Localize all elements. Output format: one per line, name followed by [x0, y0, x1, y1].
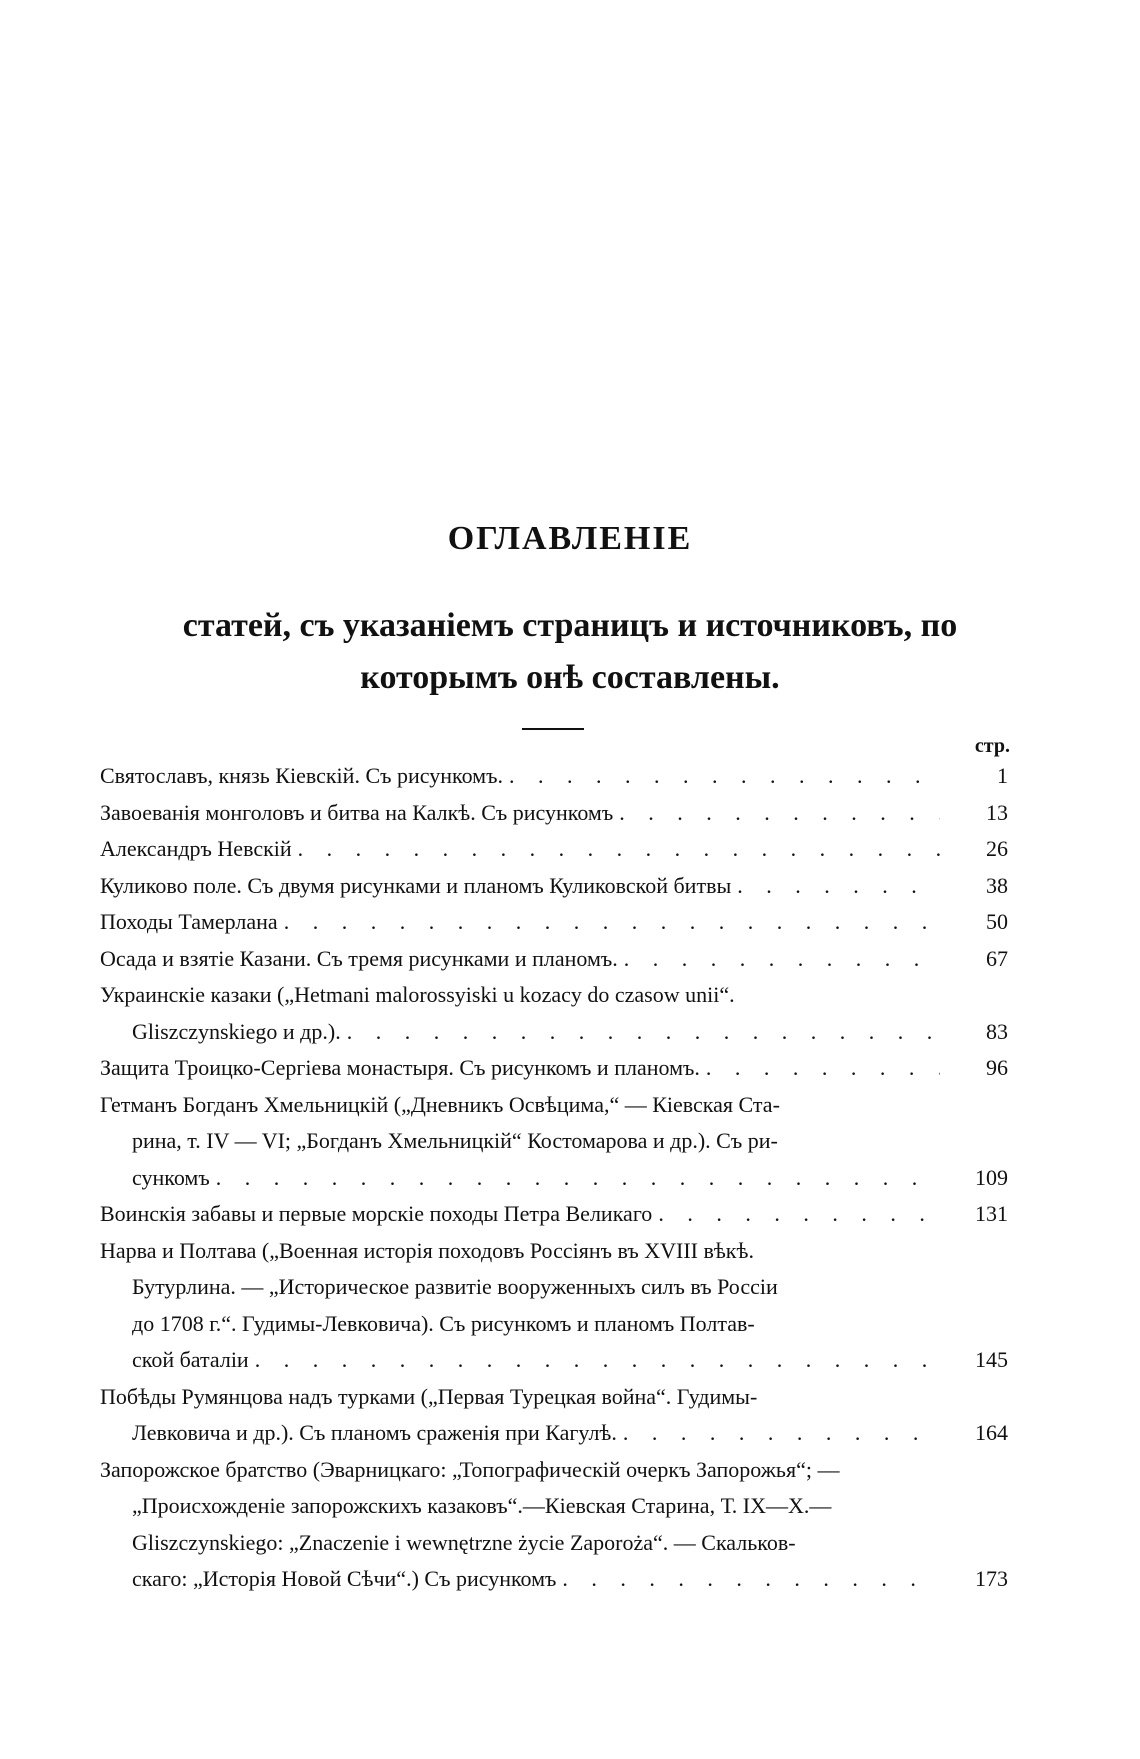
leader-dots — [255, 1342, 940, 1379]
leader-dots — [737, 868, 940, 905]
toc-entry-last-line — [100, 1415, 940, 1452]
toc-entry-text: Бутурлина. — „Историческое развитіе вооруженныхъ силъ въ Россіи — [132, 1274, 778, 1299]
toc-entry-line — [100, 1379, 940, 1416]
toc-entry-last-line — [100, 1561, 940, 1598]
leader-dots — [347, 1014, 940, 1051]
toc-page-number: 1 — [997, 763, 1008, 788]
toc-entry — [100, 795, 1008, 832]
toc-entry-line — [100, 1488, 940, 1525]
toc-entry-line — [100, 1269, 940, 1306]
toc-entry — [100, 1379, 1008, 1452]
toc-page-number: 50 — [986, 909, 1008, 934]
toc-entry-last-line — [100, 1160, 940, 1197]
title-divider — [522, 728, 584, 730]
toc-page-number: 26 — [986, 836, 1008, 861]
leader-dots — [509, 758, 940, 795]
toc-entry-last-line — [100, 1196, 940, 1233]
toc-page-number: 109 — [975, 1164, 1008, 1190]
toc-entry — [100, 758, 1008, 795]
leader-dots — [706, 1050, 940, 1087]
leader-dots — [658, 1196, 940, 1233]
toc-entry-text: Святославъ, князь Кіевскій. Съ рисункомъ. — [100, 763, 503, 788]
toc-entry-last-line — [100, 758, 940, 795]
toc-entry-text: Походы Тамерлана — [100, 909, 278, 934]
table-of-contents — [100, 758, 1008, 1598]
toc-entry-line — [100, 1087, 940, 1124]
toc-entry-text: Левковича и др.). Съ планомъ сраженія при Кагулѣ. — [132, 1420, 617, 1445]
toc-entry-text: „Происхожденіе запорожскихъ казаковъ“.—Кіевская Старина, Т. IX—X.— — [132, 1493, 832, 1518]
toc-page-number: 131 — [975, 1201, 1008, 1226]
page-title: ОГЛАВЛЕНІЕ — [447, 520, 693, 557]
toc-entry-text: Запорожское братство (Эварницкаго: „Топографическій очеркъ Запорожья“; — — [100, 1456, 840, 1482]
toc-page-number: 13 — [986, 799, 1008, 825]
toc-page-number: 164 — [975, 1420, 1008, 1445]
toc-page-number: 83 — [986, 1018, 1008, 1044]
leader-dots — [623, 1415, 940, 1452]
toc-page-number: 67 — [986, 945, 1008, 971]
toc-entry-text: Защита Троицко-Сергіева монастыря. Съ рисункомъ и планомъ. — [100, 1055, 700, 1080]
toc-entry-text: Нарва и Полтава („Военная исторія походовъ Россіянъ въ XVIII вѣкѣ. — [100, 1237, 754, 1263]
toc-entry-text: Осада и взятіе Казани. Съ тремя рисунками и планомъ. — [100, 945, 618, 971]
toc-entry-text: до 1708 г.“. Гудимы-Левковича). Съ рисункомъ и планомъ Полтав- — [132, 1310, 755, 1336]
toc-entry-last-line — [100, 831, 940, 868]
toc-entry-text: ской баталіи — [132, 1347, 249, 1372]
toc-entry — [100, 977, 1008, 1050]
toc-page-number: 173 — [975, 1566, 1008, 1591]
toc-page-number: 145 — [975, 1347, 1008, 1372]
toc-entry-text: Куликово поле. Съ двумя рисунками и планомъ Куликовской битвы — [100, 872, 732, 898]
toc-entry-text: Gliszczynskiego: „Znaczenie i wewnętrzne życie Zaporoża“. — Скальков- — [132, 1529, 796, 1555]
toc-entry — [100, 1452, 1008, 1598]
toc-entry-text: Gliszczynskiego и др.). — [132, 1018, 341, 1044]
leader-dots — [619, 795, 940, 832]
toc-entry-text: Гетманъ Богданъ Хмельницкій („Дневникъ Освѣцима,“ — Кіевская Ста- — [100, 1091, 780, 1117]
toc-entry-last-line — [100, 1050, 940, 1087]
page-subtitle — [150, 600, 990, 704]
toc-entry — [100, 1087, 1008, 1197]
toc-page-number: 96 — [986, 1055, 1008, 1080]
toc-entry-last-line — [100, 1342, 940, 1379]
toc-entry-text: скаго: „Исторія Новой Сѣчи“.) Съ рисункомъ — [132, 1566, 557, 1591]
leader-dots — [284, 904, 940, 941]
leader-dots — [624, 941, 940, 978]
subtitle-line: которымъ онѣ составлены. — [360, 659, 780, 696]
leader-dots — [216, 1160, 940, 1197]
subtitle-line: статей, съ указаніемъ страницъ и источниковъ, по — [182, 607, 958, 644]
toc-entry-line — [100, 1123, 940, 1160]
leader-dots — [562, 1561, 940, 1598]
toc-entry — [100, 868, 1008, 905]
toc-entry — [100, 1196, 1008, 1233]
toc-entry-text: Завоеванія монголовъ и битва на Калкѣ. Съ рисункомъ — [100, 799, 614, 825]
toc-entry-text: сункомъ — [132, 1164, 210, 1190]
leader-dots — [298, 831, 940, 868]
toc-entry — [100, 904, 1008, 941]
toc-entry-text: рина, т. IV — VI; „Богданъ Хмельницкій“ Костомарова и др.). Съ ри- — [132, 1128, 778, 1153]
toc-entry-last-line — [100, 904, 940, 941]
toc-entry — [100, 1233, 1008, 1379]
page-column-label: стр. — [974, 735, 1010, 757]
toc-entry-text: Побѣды Румянцова надъ турками („Первая Турецкая война“. Гудимы- — [100, 1383, 758, 1409]
toc-entry — [100, 941, 1008, 978]
toc-entry-last-line — [100, 868, 940, 905]
toc-entry-line — [100, 1306, 940, 1343]
toc-entry-text: Украинскіе казаки („Hetmani malorossyiski u kozacy do czasow unii“. — [100, 982, 735, 1007]
toc-entry — [100, 1050, 1008, 1087]
toc-page-number: 38 — [986, 872, 1008, 898]
toc-entry-last-line — [100, 941, 940, 978]
toc-entry-line — [100, 1233, 940, 1270]
toc-entry-text: Александръ Невскій — [100, 836, 292, 861]
toc-entry-last-line — [100, 1014, 940, 1051]
toc-entry-line — [100, 1525, 940, 1562]
toc-entry-text: Воинскія забавы и первые морскіе походы Петра Великаго — [100, 1201, 653, 1226]
toc-entry-last-line — [100, 795, 940, 832]
toc-entry — [100, 831, 1008, 868]
toc-entry-line — [100, 977, 940, 1014]
toc-entry-line — [100, 1452, 940, 1489]
